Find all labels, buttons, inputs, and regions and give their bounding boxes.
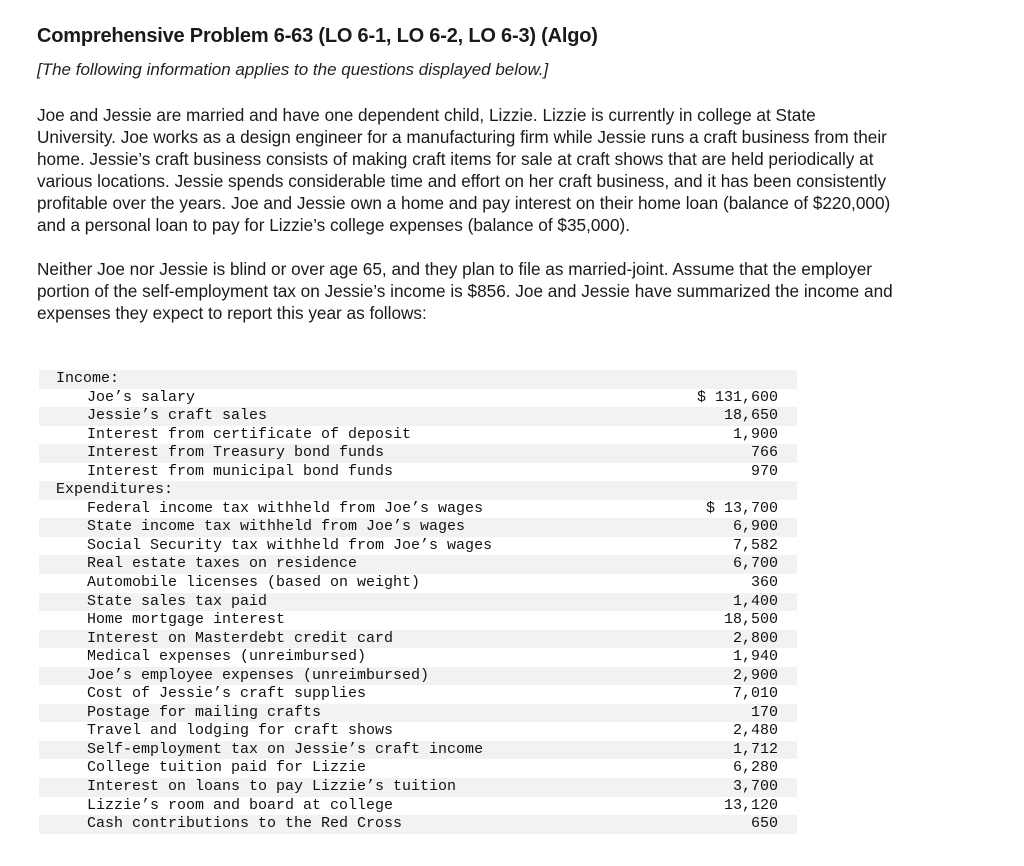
- problem-content: [37, 22, 987, 324]
- row-label: State income tax withheld from Joe’s wages: [39, 518, 618, 537]
- row-label: Joe’s salary: [39, 389, 618, 408]
- row-label: Lizzie’s room and board at college: [39, 797, 618, 816]
- row-label: Medical expenses (unreimbursed): [39, 648, 618, 667]
- row-label: Jessie’s craft sales: [39, 407, 618, 426]
- row-amount: 2,900: [618, 667, 797, 686]
- row-label: Joe’s employee expenses (unreimbursed): [39, 667, 618, 686]
- table-row: [39, 426, 797, 445]
- row-amount: 2,800: [618, 630, 797, 649]
- row-label: Real estate taxes on residence: [39, 555, 618, 574]
- page-title: Comprehensive Problem 6-63 (LO 6-1, LO 6-2, LO 6-3) (Algo): [37, 25, 598, 47]
- row-label: Social Security tax withheld from Joe’s wages: [39, 537, 618, 556]
- row-label: Federal income tax withheld from Joe’s wages: [39, 500, 618, 519]
- row-amount: 650: [618, 815, 797, 834]
- scenario-paragraph: Joe and Jessie are married and have one dependent child, Lizzie. Lizzie is currently in college at State University. Joe works as a design engineer for a manufacturing firm while Jessie runs a craft business from their home. Jessie’s craft business consists of making craft items for sale at craft shows that are held periodically at various locations. Jessie spends considerable time and effort on her craft business, and it has been consistently profitable over the years. Joe and Jessie own a home and pay interest on their home loan (balance of $220,000) and a personal loan to pay for Lizzie’s college expenses (balance of $35,000).: [37, 105, 891, 235]
- row-label: Interest on loans to pay Lizzie’s tuition: [39, 778, 618, 797]
- table-row: [39, 518, 797, 537]
- row-amount: 766: [618, 444, 797, 463]
- row-amount: 1,400: [618, 593, 797, 612]
- row-label: Interest from Treasury bond funds: [39, 444, 618, 463]
- row-label: College tuition paid for Lizzie: [39, 759, 618, 778]
- table-row: [39, 537, 797, 556]
- row-amount: 360: [618, 574, 797, 593]
- row-amount: 6,700: [618, 555, 797, 574]
- row-amount: 170: [618, 704, 797, 723]
- row-amount: 1,940: [618, 648, 797, 667]
- table-row: [39, 815, 797, 834]
- table-row: [39, 648, 797, 667]
- row-amount: 6,900: [618, 518, 797, 537]
- table-row-expenditures-heading: [39, 481, 797, 500]
- row-amount: $ 13,700: [618, 500, 797, 519]
- table-row: [39, 500, 797, 519]
- table-row: [39, 685, 797, 704]
- row-amount: 18,500: [618, 611, 797, 630]
- row-label: Cost of Jessie’s craft supplies: [39, 685, 618, 704]
- row-amount: 3,700: [618, 778, 797, 797]
- table-row: [39, 797, 797, 816]
- table-row: [39, 574, 797, 593]
- assumptions-paragraph: Neither Joe nor Jessie is blind or over age 65, and they plan to file as married-joint. Assume that the employer portion of the self-employment tax on Jessie’s income is $856. Joe and Jessie have summarized the income and expenses they expect to report this year as follows:: [37, 259, 893, 323]
- table-row: [39, 555, 797, 574]
- table-row: [39, 611, 797, 630]
- row-amount: $ 131,600: [618, 389, 797, 408]
- row-amount: 18,650: [618, 407, 797, 426]
- section-heading-expenditures: Expenditures:: [39, 481, 618, 500]
- table-row: [39, 463, 797, 482]
- row-label: State sales tax paid: [39, 593, 618, 612]
- table-row: [39, 667, 797, 686]
- table-row: [39, 630, 797, 649]
- income-expense-table: [39, 370, 797, 834]
- row-label: Automobile licenses (based on weight): [39, 574, 618, 593]
- row-amount: 7,010: [618, 685, 797, 704]
- table-row: [39, 778, 797, 797]
- row-label: Interest on Masterdebt credit card: [39, 630, 618, 649]
- row-label: Cash contributions to the Red Cross: [39, 815, 618, 834]
- row-amount: 2,480: [618, 722, 797, 741]
- row-label: Self-employment tax on Jessie’s craft income: [39, 741, 618, 760]
- row-amount: 1,900: [618, 426, 797, 445]
- row-amount: 7,582: [618, 537, 797, 556]
- row-label: Interest from certificate of deposit: [39, 426, 618, 445]
- table-row: [39, 389, 797, 408]
- row-amount: 1,712: [618, 741, 797, 760]
- row-label: Interest from municipal bond funds: [39, 463, 618, 482]
- table-row: [39, 407, 797, 426]
- table-row: [39, 759, 797, 778]
- row-label: Home mortgage interest: [39, 611, 618, 630]
- row-amount: 13,120: [618, 797, 797, 816]
- table-row-income-heading: [39, 370, 797, 389]
- row-label: Travel and lodging for craft shows: [39, 722, 618, 741]
- table-row: [39, 722, 797, 741]
- row-amount: 970: [618, 463, 797, 482]
- instructions-note: [The following information applies to the questions displayed below.]: [37, 60, 549, 79]
- table-row: [39, 593, 797, 612]
- table-row: [39, 444, 797, 463]
- row-label: Postage for mailing crafts: [39, 704, 618, 723]
- table-row: [39, 704, 797, 723]
- row-amount: 6,280: [618, 759, 797, 778]
- section-heading-income: Income:: [39, 370, 618, 389]
- table-row: [39, 741, 797, 760]
